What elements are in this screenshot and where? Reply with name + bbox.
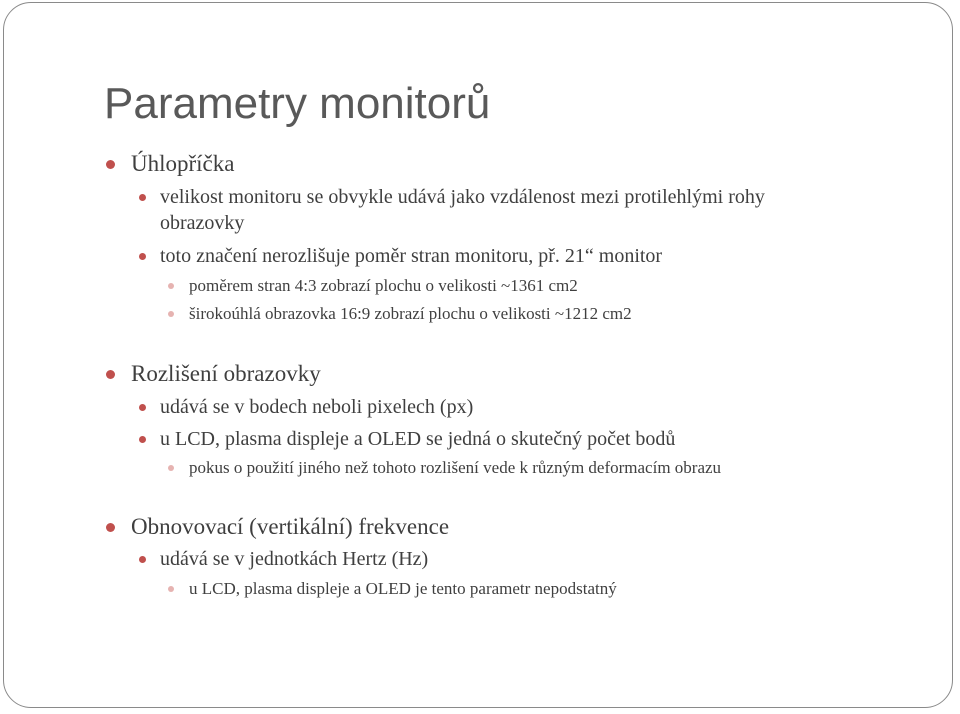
bullet-dot-icon: [106, 370, 115, 379]
bullet-lcd-nepodstatny: [189, 578, 617, 599]
bullet-dot-icon: [139, 253, 146, 260]
bullet-text: u LCD, plasma displeje a OLED je tento parametr nepodstatný: [189, 579, 617, 598]
bullet-text: udává se v bodech neboli pixelech (px): [160, 396, 474, 418]
bullet-dot-icon: [106, 523, 115, 532]
bullet-dot-icon: [139, 436, 146, 443]
bullet-pomer-16-9: [189, 303, 632, 324]
bullet-hertz: [160, 547, 428, 571]
bullet-text: toto značení nerozlišuje poměr stran monitoru, př. 21“ monitor: [160, 245, 663, 267]
bullet-text: Rozlišení obrazovky: [131, 361, 321, 386]
bullet-dot-icon: [139, 556, 146, 563]
bullet-oznaceni: [160, 244, 662, 268]
slide-title: Parametry monitorů: [104, 79, 491, 128]
bullet-text: udává se v jednotkách Hertz (Hz): [160, 548, 429, 570]
bullet-dot-icon: [168, 283, 174, 289]
bullet-text: obrazovky: [160, 212, 245, 234]
bullet-text: pokus o použití jiného než tohoto rozlišení vede k různým deformacím obrazu: [189, 458, 722, 477]
bullet-pomer-4-3: [189, 275, 578, 296]
bullet-lcd-skutecny: [160, 427, 675, 451]
bullet-dot-icon: [168, 465, 174, 471]
bullet-pokus-deformace: [189, 457, 721, 478]
bullet-text: velikost monitoru se obvykle udává jako vzdálenost mezi protilehlými rohy: [160, 186, 765, 208]
bullet-text: Obnovovací (vertikální) frekvence: [131, 514, 450, 539]
bullet-velikost-monitoru: [160, 185, 765, 209]
bullet-dot-icon: [139, 194, 146, 201]
bullet-rozliseni: [131, 360, 321, 388]
bullet-obnovovaci: [131, 513, 449, 541]
bullet-text: poměrem stran 4:3 zobrazí plochu o velikosti ~1361 cm2: [189, 276, 578, 295]
bullet-dot-icon: [168, 311, 174, 317]
bullet-velikost-monitoru-cont: [160, 211, 244, 235]
bullet-dot-icon: [139, 404, 146, 411]
bullet-text: Úhlopříčka: [131, 151, 235, 176]
bullet-text: u LCD, plasma displeje a OLED se jedná o skutečný počet bodů: [160, 428, 676, 450]
bullet-uhlopricka: [131, 150, 234, 178]
bullet-dot-icon: [106, 160, 115, 169]
bullet-udava-body: [160, 395, 473, 419]
bullet-text: širokoúhlá obrazovka 16:9 zobrazí plochu o velikosti ~1212 cm2: [189, 304, 632, 323]
bullet-dot-icon: [168, 586, 174, 592]
